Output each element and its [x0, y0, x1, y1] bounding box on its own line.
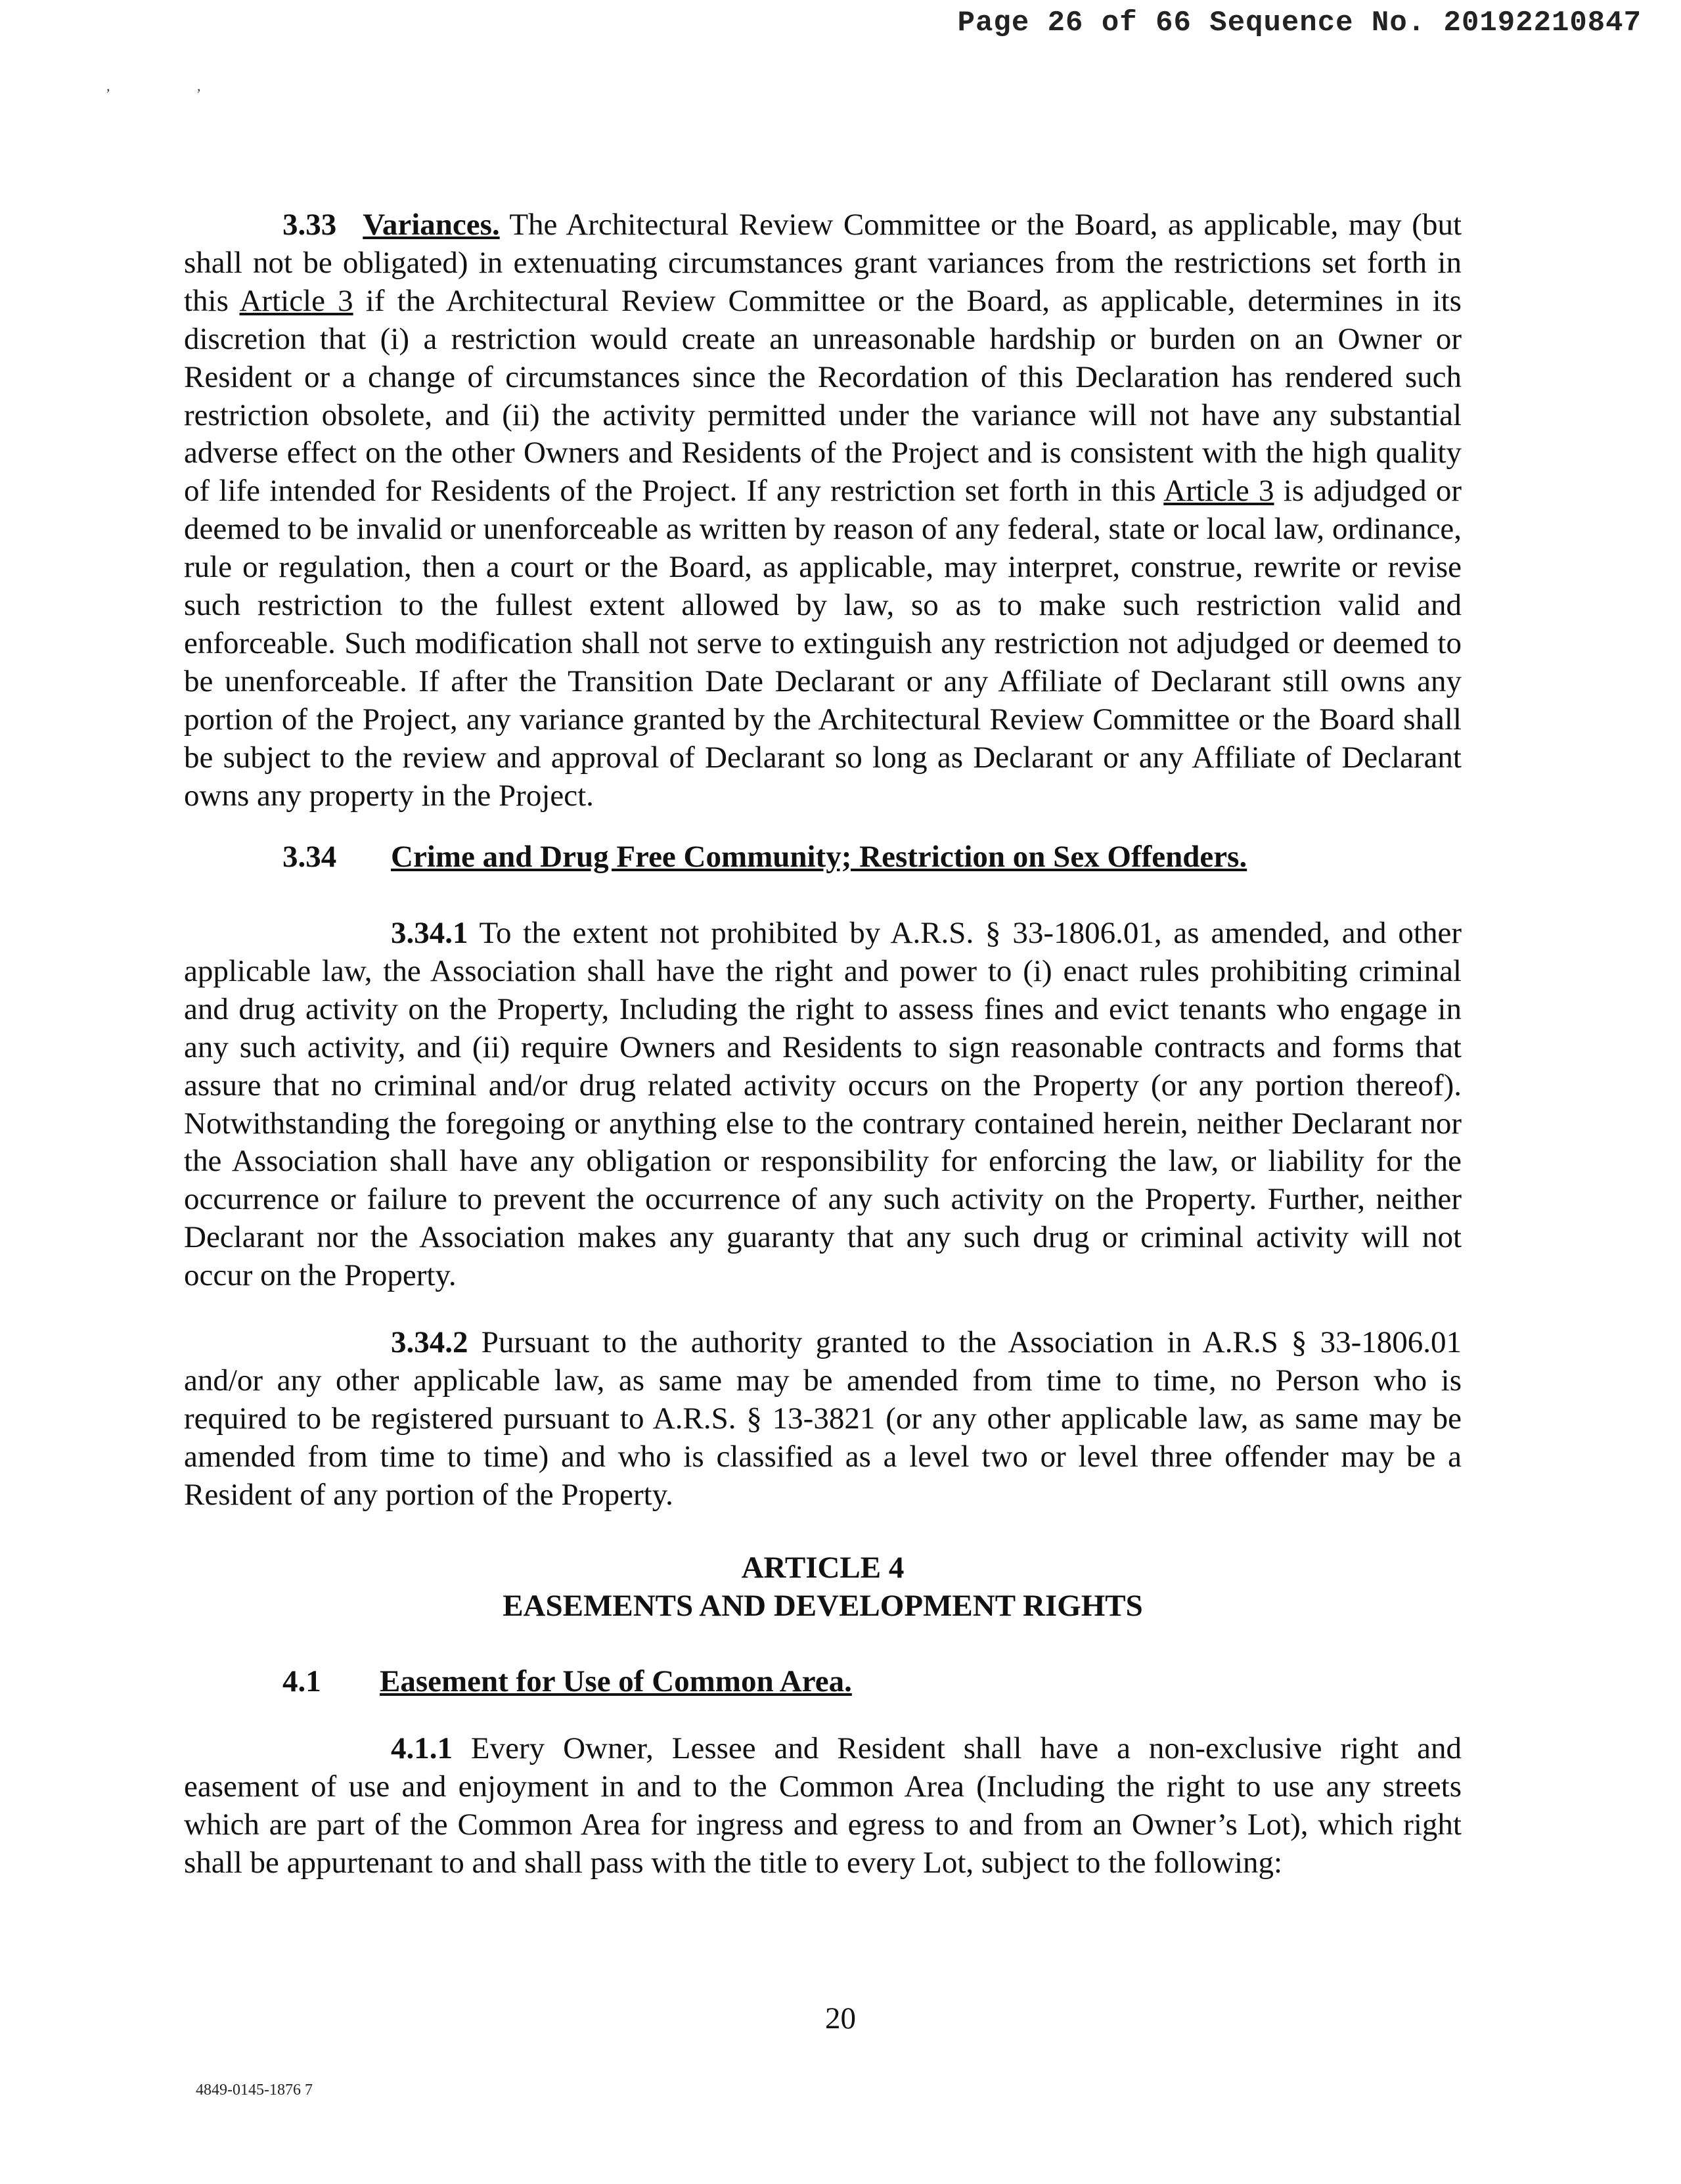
paragraph-text: if the Architectural Review Committee or the Board, as applicable, determines in its discretion that (i) a restriction would create an unreasonable hardship or burden on an Owner or Resident or a change of circumstances since the Recordation of this Declaration has rendered such restriction obsolete, and (ii) the activity permitted under the variance will not have any substantial adverse effect on the other Owners and Residents of the Project and is consistent with the high quality of life intended for Residents of the Project. If any restriction set forth in this — [184, 283, 1462, 509]
scan-mark: , — [197, 78, 201, 94]
section-number: 4.1.1 — [391, 1731, 453, 1765]
article-subheading: EASEMENTS AND DEVELOPMENT RIGHTS — [503, 1589, 1143, 1623]
paragraph-text: The Architectural Review Committee or the Board, as applicable, may (but shall not be obligated) in extenuating circumstances grant variances from the restrictions set forth in this — [184, 208, 1462, 318]
scan-mark: , — [106, 78, 110, 94]
article-reference: Article 3 — [239, 283, 353, 318]
section-title: Crime and Drug Free Community; Restriction on Sex Offenders. — [391, 840, 1247, 874]
section-3-34-heading — [282, 838, 1247, 876]
section-3-33-paragraph — [184, 206, 1462, 815]
paragraph-text: Every Owner, Lessee and Resident shall have a non-exclusive right and easement of use and enjoyment in and to the Common Area (Including the right to use any streets which are part of the Common Area for ingress and egress to and from an Owner’s Lot), which right shall be appurtenant to and shall pass with the title to every Lot, subject to the following: — [184, 1731, 1462, 1880]
paragraph-text: is adjudged or deemed to be invalid or unenforceable as written by reason of any federal, state or local law, ordinance, rule or regulation, then a court or the Board, as applicable, may interpret, construe, rewrite or revise such restriction to the fullest extent allowed by law, so as to make such restriction valid and enforceable. Such modification shall not serve to extinguish any restriction not adjudged or deemed to be unenforceable. If after the Transition Date Declarant or any Affiliate of Declarant still owns any portion of the Project, any variance granted by the Architectural Review Committee or the Board shall be subject to the review and approval of Declarant so long as Declarant or any Affiliate of Declarant owns any property in the Project. — [184, 474, 1462, 813]
section-number: 3.34 — [282, 840, 337, 874]
article-reference: Article 3 — [1163, 474, 1274, 509]
section-3-34-1-paragraph — [184, 915, 1462, 1295]
section-3-34-2-paragraph — [184, 1324, 1462, 1514]
section-title: Variances. — [363, 208, 500, 242]
paragraph-text: To the extent not prohibited by A.R.S. § 33-1806.01, as amended, and other applicable law, the Association shall have the right and power to (i) enact rules prohibiting criminal and drug activity on the Property, Including the right to assess fines and evict tenants who engage in any such activity, and (ii) require Owners and Residents to sign reasonable contracts and forms that assure that no criminal and/or drug related activity occurs on the Property (or any portion thereof). Notwithstanding the foregoing or anything else to the contrary contained herein, neither Declarant nor the Association shall have any obligation or responsibility for enforcing the law, or liability for the occurrence or failure to prevent the occurrence of any such activity on the Property. Further, neither Declarant nor the Association makes any guaranty that any such drug or criminal activity will not occur on the Property. — [184, 916, 1462, 1293]
section-number: 3.33 — [282, 208, 337, 242]
section-title: Easement for Use of Common Area. — [380, 1664, 852, 1698]
document-id: 4849-0145-1876 7 — [196, 2082, 313, 2099]
section-4-1-1-paragraph — [184, 1730, 1462, 1882]
section-number: 3.34.1 — [391, 916, 468, 950]
page-sequence-header: Page 26 of 66 Sequence No. 20192210847 — [957, 7, 1642, 39]
paragraph-text: Pursuant to the authority granted to the Association in A.R.S § 33-1806.01 and/or any other applicable law, as same may be amended from time to time, no Person who is required to be registered pursuant to A.R.S. § 13-3821 (or any other applicable law, as same may be amended from time to time) and who is classified as a level two or level three offender may be a Resident of any portion of the Property. — [184, 1325, 1462, 1512]
section-number: 4.1 — [282, 1664, 321, 1698]
article-heading: ARTICLE 4 — [741, 1551, 905, 1585]
page-number: 20 — [825, 2001, 856, 2036]
section-number: 3.34.2 — [391, 1325, 468, 1359]
section-4-1-heading — [282, 1662, 852, 1700]
